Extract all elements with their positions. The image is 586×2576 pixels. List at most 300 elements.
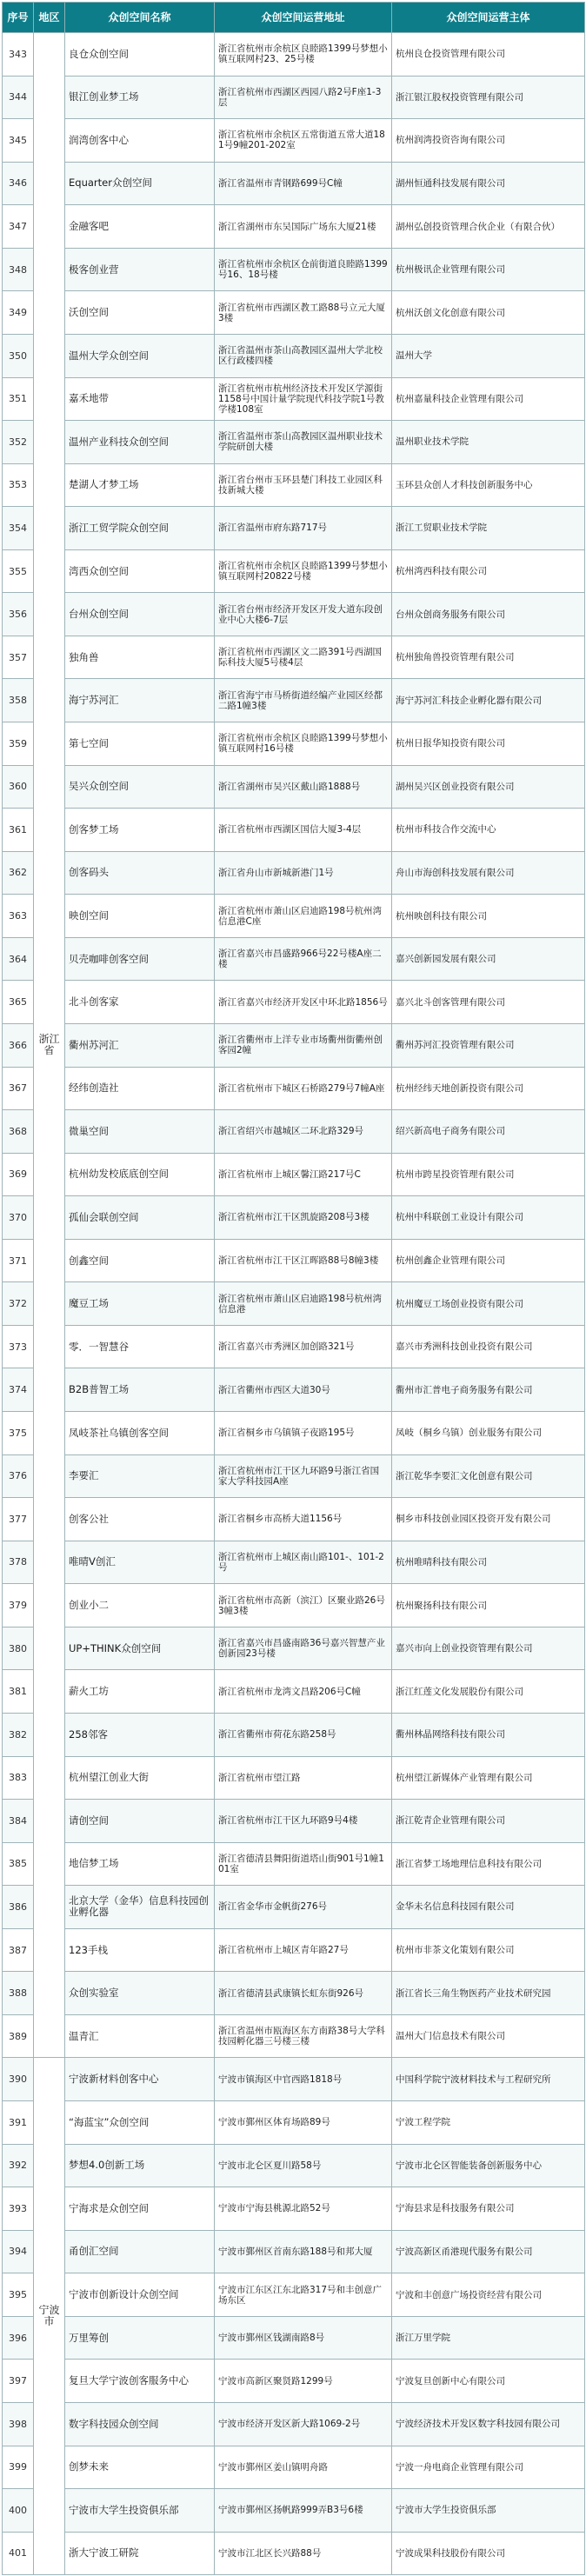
table-row bbox=[3, 1110, 585, 1154]
row-number: 361 bbox=[3, 809, 34, 852]
space-address: 浙江省温州市青钢路699号C幢 bbox=[215, 162, 392, 205]
table-row bbox=[3, 2144, 585, 2187]
operator-org: 浙江省长三角生物医药产业技术研究园 bbox=[392, 1972, 585, 2015]
space-address: 浙江省金华市金帆街276号 bbox=[215, 1886, 392, 1929]
table-row bbox=[3, 1584, 585, 1627]
row-number: 388 bbox=[3, 1972, 34, 2015]
table-row bbox=[3, 1800, 585, 1843]
space-name: 湾西众创空间 bbox=[65, 549, 215, 593]
table-row bbox=[3, 851, 585, 895]
space-address: 宁波市北仑区夏川路58号 bbox=[215, 2144, 392, 2187]
header-region: 地区 bbox=[34, 3, 65, 33]
operator-org: 湖州吴兴区创业投资有限公司 bbox=[392, 765, 585, 809]
table-row bbox=[3, 2273, 585, 2317]
operator-org: 杭州市跨星投资管理有限公司 bbox=[392, 1153, 585, 1196]
operator-org: 杭州望江新媒体产业管理有限公司 bbox=[392, 1756, 585, 1800]
operator-org: 玉环县众创人才科技创新服务中心 bbox=[392, 463, 585, 507]
header-address: 众创空间运营地址 bbox=[215, 3, 392, 33]
row-number: 381 bbox=[3, 1670, 34, 1714]
table-row bbox=[3, 636, 585, 679]
table-row bbox=[3, 593, 585, 636]
space-address: 浙江省嘉兴市昌盛南路36号嘉兴智慧产业创新园23号楼 bbox=[215, 1627, 392, 1670]
table-row bbox=[3, 1454, 585, 1498]
space-address: 浙江省衢州市荷花东路258号 bbox=[215, 1713, 392, 1756]
space-name: 零．一智慧谷 bbox=[65, 1325, 215, 1368]
table-row bbox=[3, 2230, 585, 2273]
row-number: 382 bbox=[3, 1713, 34, 1756]
space-name: 良仓众创空间 bbox=[65, 33, 215, 77]
row-number: 390 bbox=[3, 2058, 34, 2101]
table-row bbox=[3, 1928, 585, 1972]
table-row bbox=[3, 1886, 585, 1929]
table-row bbox=[3, 765, 585, 809]
operator-org: 宁波一舟电商企业管理有限公司 bbox=[392, 2446, 585, 2489]
space-address: 宁波市鄞州区姜山镇明舟路 bbox=[215, 2446, 392, 2489]
space-address: 浙江省杭州市余杭区良睦路1399号梦想小镇互联网村16号楼 bbox=[215, 722, 392, 766]
space-name: 地信梦工场 bbox=[65, 1842, 215, 1886]
space-name: 123手栈 bbox=[65, 1928, 215, 1972]
row-number: 394 bbox=[3, 2230, 34, 2273]
operator-org: 宁波市北仑区智能装备创新服务中心 bbox=[392, 2144, 585, 2187]
table-row bbox=[3, 2446, 585, 2489]
table-row bbox=[3, 463, 585, 507]
table-row bbox=[3, 76, 585, 119]
row-number: 351 bbox=[3, 377, 34, 421]
space-name: 衢州苏河汇 bbox=[65, 1023, 215, 1067]
table-row bbox=[3, 119, 585, 163]
space-address: 浙江省温州市茶山高教园区温州大学北校区行政楼四楼 bbox=[215, 334, 392, 377]
space-address: 浙江省杭州市余杭区良睦路1399号梦想小镇互联网村23、25号楼 bbox=[215, 33, 392, 77]
space-address: 浙江省杭州市龙湾文昌路206号C幢 bbox=[215, 1670, 392, 1714]
operator-org: 湖州恒通科技发展有限公司 bbox=[392, 162, 585, 205]
operator-org: 杭州湾西科技有限公司 bbox=[392, 549, 585, 593]
space-address: 宁波市鄞州区钱湖南路8号 bbox=[215, 2316, 392, 2360]
row-number: 343 bbox=[3, 33, 34, 77]
space-name: 银江创业梦工场 bbox=[65, 76, 215, 119]
space-address: 浙江省杭州市余杭区五常街道五常大道181号9幢201-202室 bbox=[215, 119, 392, 163]
row-number: 386 bbox=[3, 1886, 34, 1929]
space-name: 金融客吧 bbox=[65, 205, 215, 249]
space-name: 数字科技园众创空间 bbox=[65, 2402, 215, 2446]
space-address: 浙江省杭州市上城区青年路27号 bbox=[215, 1928, 392, 1972]
space-name: 创业小二 bbox=[65, 1584, 215, 1627]
row-number: 373 bbox=[3, 1325, 34, 1368]
row-number: 370 bbox=[3, 1196, 34, 1240]
row-number: 396 bbox=[3, 2316, 34, 2360]
operator-org: 浙江银江股权投资管理有限公司 bbox=[392, 76, 585, 119]
space-address: 浙江省杭州市江干区九环路9号4楼 bbox=[215, 1800, 392, 1843]
space-address: 宁波市江北区长兴路88号 bbox=[215, 2532, 392, 2575]
operator-org: 杭州沃创文化创意有限公司 bbox=[392, 291, 585, 335]
space-address: 宁波市江东区江东北路317号和丰创意广场东区 bbox=[215, 2273, 392, 2317]
row-number: 350 bbox=[3, 334, 34, 377]
table-row bbox=[3, 1368, 585, 1412]
space-name: 吴兴众创空间 bbox=[65, 765, 215, 809]
space-name: 凤岐茶社乌镇创客空间 bbox=[65, 1412, 215, 1455]
space-name: 宁波新材料创客中心 bbox=[65, 2058, 215, 2101]
space-address: 浙江省杭州市上城区南山路101-、101-2号 bbox=[215, 1541, 392, 1584]
table-row bbox=[3, 895, 585, 938]
row-number: 345 bbox=[3, 119, 34, 163]
space-name: 台州众创空间 bbox=[65, 593, 215, 636]
operator-org: 宁波复旦创新中心有限公司 bbox=[392, 2360, 585, 2403]
row-number: 354 bbox=[3, 507, 34, 550]
table-row bbox=[3, 1067, 585, 1110]
space-address: 宁波市镇海区中官西路1818号 bbox=[215, 2058, 392, 2101]
space-name: 魔豆工场 bbox=[65, 1282, 215, 1326]
operator-org: 嘉兴创新园发展有限公司 bbox=[392, 937, 585, 981]
space-address: 宁波市宁海县桃源北路52号 bbox=[215, 2187, 392, 2231]
row-number: 379 bbox=[3, 1584, 34, 1627]
space-address: 浙江省杭州市余杭区良睦路1399号梦想小镇互联网村20822号楼 bbox=[215, 549, 392, 593]
operator-org: 宁海县求是科技服务有限公司 bbox=[392, 2187, 585, 2231]
row-number: 366 bbox=[3, 1023, 34, 1067]
space-address: 浙江省杭州市上城区馨江路217号C bbox=[215, 1153, 392, 1196]
space-name: 温州大学众创空间 bbox=[65, 334, 215, 377]
space-name: 极客创业营 bbox=[65, 248, 215, 291]
space-name: 楚湖人才梦工场 bbox=[65, 463, 215, 507]
space-name: 众创实验室 bbox=[65, 1972, 215, 2015]
space-name: 宁海求是众创空间 bbox=[65, 2187, 215, 2231]
row-number: 397 bbox=[3, 2360, 34, 2403]
space-address: 浙江省杭州市下城区石桥路279号7幢A座 bbox=[215, 1067, 392, 1110]
space-name: 复旦大学宁波创客服务中心 bbox=[65, 2360, 215, 2403]
row-number: 400 bbox=[3, 2489, 34, 2533]
operator-org: 衢州苏河汇投资管理有限公司 bbox=[392, 1023, 585, 1067]
table-row bbox=[3, 1713, 585, 1756]
space-name: 经纬创造社 bbox=[65, 1067, 215, 1110]
table-row bbox=[3, 2489, 585, 2533]
operator-org: 浙江红莲文化发展股份有限公司 bbox=[392, 1670, 585, 1714]
space-name: 创客码头 bbox=[65, 851, 215, 895]
space-name: 薪火工坊 bbox=[65, 1670, 215, 1714]
table-row bbox=[3, 722, 585, 766]
space-address: 浙江省杭州市江干区九环路9号浙江省国家大学科技园A座 bbox=[215, 1454, 392, 1498]
row-number: 401 bbox=[3, 2532, 34, 2575]
space-name: 嘉禾地带 bbox=[65, 377, 215, 421]
row-number: 352 bbox=[3, 421, 34, 464]
table-row bbox=[3, 248, 585, 291]
space-name: 杭州望江创业大街 bbox=[65, 1756, 215, 1800]
row-number: 347 bbox=[3, 205, 34, 249]
row-number: 374 bbox=[3, 1368, 34, 1412]
space-address: 宁波市鄞州区扬帆路999弄B3号6楼 bbox=[215, 2489, 392, 2533]
operator-org: 宁波和丰创意广场投资经营有限公司 bbox=[392, 2273, 585, 2317]
table-row bbox=[3, 1756, 585, 1800]
row-number: 384 bbox=[3, 1800, 34, 1843]
table-row bbox=[3, 421, 585, 464]
space-name: 北京大学（金华）信息科技园创业孵化器 bbox=[65, 1886, 215, 1929]
table-row bbox=[3, 1627, 585, 1670]
space-address: 浙江省台州市玉环县楚门科技工业园区科技新城大楼 bbox=[215, 463, 392, 507]
space-address: 浙江省衢州市西区大道30号 bbox=[215, 1368, 392, 1412]
operator-org: 衢州林晶网络科技有限公司 bbox=[392, 1713, 585, 1756]
row-number: 364 bbox=[3, 937, 34, 981]
table-row bbox=[3, 507, 585, 550]
row-number: 389 bbox=[3, 2014, 34, 2058]
space-address: 浙江省衢州市上洋专业市场衢州街衢州创客园2幢 bbox=[215, 1023, 392, 1067]
table-row bbox=[3, 1153, 585, 1196]
space-address: 浙江省杭州市西湖区文二路391号西湖国际科技大厦5号楼4层 bbox=[215, 636, 392, 679]
operator-org: 金华未名信息科技园有限公司 bbox=[392, 1886, 585, 1929]
space-name: 海宁苏河汇 bbox=[65, 679, 215, 722]
row-number: 349 bbox=[3, 291, 34, 335]
space-address: 浙江省杭州市高新（滨江）区聚业路26号3幢3楼 bbox=[215, 1584, 392, 1627]
row-number: 346 bbox=[3, 162, 34, 205]
operator-org: 浙江省梦工场地理信息科技有限公司 bbox=[392, 1842, 585, 1886]
operator-org: 杭州聚扬科技有限公司 bbox=[392, 1584, 585, 1627]
table-row bbox=[3, 377, 585, 421]
table-row bbox=[3, 1972, 585, 2015]
space-address: 宁波市鄞州区体育场路89号 bbox=[215, 2101, 392, 2145]
table-row bbox=[3, 2402, 585, 2446]
space-address: 浙江省杭州市西湖区国信大厦3-4层 bbox=[215, 809, 392, 852]
table-row bbox=[3, 334, 585, 377]
space-name: B2B普智工场 bbox=[65, 1368, 215, 1412]
row-number: 385 bbox=[3, 1842, 34, 1886]
space-name: 请创空间 bbox=[65, 1800, 215, 1843]
operator-org: 杭州魔豆工场创业投资有限公司 bbox=[392, 1282, 585, 1326]
operator-org: 浙江乾华李要汇文化创意有限公司 bbox=[392, 1454, 585, 1498]
space-name: 温州产业科技众创空间 bbox=[65, 421, 215, 464]
space-address: 浙江省温州市瓯海区东方南路38号大学科技园孵化器三号楼三楼 bbox=[215, 2014, 392, 2058]
row-number: 369 bbox=[3, 1153, 34, 1196]
space-address: 浙江省嘉兴市秀洲区加创路321号 bbox=[215, 1325, 392, 1368]
row-number: 358 bbox=[3, 679, 34, 722]
operator-org: 嘉兴北斗创客管理有限公司 bbox=[392, 981, 585, 1024]
space-address: 浙江省台州市经济开发区开发大道东段创业中心大楼6-7层 bbox=[215, 593, 392, 636]
operator-org: 台州众创商务服务有限公司 bbox=[392, 593, 585, 636]
maker-space-table bbox=[2, 2, 585, 2575]
space-name: 北斗创客家 bbox=[65, 981, 215, 1024]
space-address: 浙江省嘉兴市昌盛路966号22号楼A座二楼 bbox=[215, 937, 392, 981]
row-number: 371 bbox=[3, 1239, 34, 1282]
space-address: 浙江省杭州市西湖区教工路88号立元大厦3楼 bbox=[215, 291, 392, 335]
space-address: 浙江省湖州市吴兴区戴山路1888号 bbox=[215, 765, 392, 809]
table-header-row bbox=[3, 3, 585, 33]
space-name: 独角兽 bbox=[65, 636, 215, 679]
row-number: 387 bbox=[3, 1928, 34, 1972]
row-number: 395 bbox=[3, 2273, 34, 2317]
space-address: 浙江省温州市茶山高教园区温州职业技术学院研创大楼 bbox=[215, 421, 392, 464]
space-name: 孤仙会联创空间 bbox=[65, 1196, 215, 1240]
row-number: 359 bbox=[3, 722, 34, 766]
space-name: 宁波市大学生投资俱乐部 bbox=[65, 2489, 215, 2533]
row-number: 383 bbox=[3, 1756, 34, 1800]
space-name: 万里筹创 bbox=[65, 2316, 215, 2360]
space-name: 创客梦工场 bbox=[65, 809, 215, 852]
space-address: 浙江省杭州市余杭区仓前街道良睦路1399号16、18号楼 bbox=[215, 248, 392, 291]
space-address: 浙江省杭州市杭州经济技术开发区学源街1158号中国计量学院现代科技学院1号教学楼108室 bbox=[215, 377, 392, 421]
operator-org: 杭州市非茶文化策划有限公司 bbox=[392, 1928, 585, 1972]
operator-org: 浙江万里学院 bbox=[392, 2316, 585, 2360]
row-number: 391 bbox=[3, 2101, 34, 2145]
row-number: 393 bbox=[3, 2187, 34, 2231]
space-address: 浙江省杭州市江干区江晖路88号8幢3楼 bbox=[215, 1239, 392, 1282]
space-address: 宁波市鄞州区首南东路188号和邦大厦 bbox=[215, 2230, 392, 2273]
operator-org: 杭州良仓投资管理有限公司 bbox=[392, 33, 585, 77]
operator-org: 浙江乾青企业管理有限公司 bbox=[392, 1800, 585, 1843]
space-address: 浙江省桐乡市乌镇镇子夜路195号 bbox=[215, 1412, 392, 1455]
row-number: 377 bbox=[3, 1498, 34, 1541]
operator-org: 杭州经纬天地创新投资有限公司 bbox=[392, 1067, 585, 1110]
operator-org: 宁波成果科技股份有限公司 bbox=[392, 2532, 585, 2575]
operator-org: 杭州日报华知投资有限公司 bbox=[392, 722, 585, 766]
space-address: 浙江省湖州市东吴国际广场东大厦21楼 bbox=[215, 205, 392, 249]
row-number: 367 bbox=[3, 1067, 34, 1110]
row-number: 355 bbox=[3, 549, 34, 593]
table-body bbox=[3, 33, 585, 2575]
space-name: 唯晴V创汇 bbox=[65, 1541, 215, 1584]
space-address: 浙江省杭州市望江路 bbox=[215, 1756, 392, 1800]
table-row bbox=[3, 1239, 585, 1282]
space-address: 浙江省杭州市西湖区西园八路2号F座1-3层 bbox=[215, 76, 392, 119]
space-name: 杭州幼发校底底创空间 bbox=[65, 1153, 215, 1196]
space-name: 沃创空间 bbox=[65, 291, 215, 335]
space-name: 宁波市创新设计众创空间 bbox=[65, 2273, 215, 2317]
table-row bbox=[3, 291, 585, 335]
table-row bbox=[3, 679, 585, 722]
space-name: 润湾创客中心 bbox=[65, 119, 215, 163]
operator-org: 衢州市汇普电子商务服务有限公司 bbox=[392, 1368, 585, 1412]
operator-org: 中国科学院宁波材料技术与工程研究所 bbox=[392, 2058, 585, 2101]
operator-org: 湖州弘创投资管理合伙企业（有限合伙） bbox=[392, 205, 585, 249]
row-number: 365 bbox=[3, 981, 34, 1024]
table-row bbox=[3, 549, 585, 593]
table-row bbox=[3, 1023, 585, 1067]
operator-org: 宁波经济技术开发区数字科技园有限公司 bbox=[392, 2402, 585, 2446]
table-row bbox=[3, 1282, 585, 1326]
space-address: 浙江省杭州市萧山区启迪路198号杭州湾信息港C座 bbox=[215, 895, 392, 938]
space-address: 浙江省德清县武康镇长虹东街926号 bbox=[215, 1972, 392, 2015]
table-row bbox=[3, 2532, 585, 2575]
table-row bbox=[3, 2360, 585, 2403]
space-name: 第七空间 bbox=[65, 722, 215, 766]
space-address: 浙江省杭州市江干区凯旋路208号3楼 bbox=[215, 1196, 392, 1240]
row-number: 368 bbox=[3, 1110, 34, 1154]
operator-org: 绍兴新高电子商务有限公司 bbox=[392, 1110, 585, 1154]
operator-org: 杭州极讯企业管理有限公司 bbox=[392, 248, 585, 291]
table-row bbox=[3, 2187, 585, 2231]
space-name: 甬创汇空间 bbox=[65, 2230, 215, 2273]
operator-org: 温州职业技术学院 bbox=[392, 421, 585, 464]
operator-org: 海宁苏河汇科技企业孵化器有限公司 bbox=[392, 679, 585, 722]
space-address: 浙江省海宁市马桥街道经编产业园区经都二路1幢3楼 bbox=[215, 679, 392, 722]
header-name: 众创空间名称 bbox=[65, 3, 215, 33]
row-number: 357 bbox=[3, 636, 34, 679]
operator-org: 杭州中科联创工业设计有限公司 bbox=[392, 1196, 585, 1240]
table-row bbox=[3, 809, 585, 852]
row-number: 398 bbox=[3, 2402, 34, 2446]
table-row bbox=[3, 1412, 585, 1455]
operator-org: 浙江工贸职业技术学院 bbox=[392, 507, 585, 550]
table-row bbox=[3, 1196, 585, 1240]
table-row bbox=[3, 1325, 585, 1368]
operator-org: 杭州独角兽投资管理有限公司 bbox=[392, 636, 585, 679]
table-row bbox=[3, 1842, 585, 1886]
space-name: 李要汇 bbox=[65, 1454, 215, 1498]
header-no: 序号 bbox=[3, 3, 34, 33]
operator-org: 凤岐（桐乡乌镇）创业服务有限公司 bbox=[392, 1412, 585, 1455]
row-number: 376 bbox=[3, 1454, 34, 1498]
table-row bbox=[3, 2316, 585, 2360]
space-name: “海蓝宝”众创空间 bbox=[65, 2101, 215, 2145]
table-row bbox=[3, 2101, 585, 2145]
header-org: 众创空间运营主体 bbox=[392, 3, 585, 33]
operator-org: 宁波高新区甬港现代服务有限公司 bbox=[392, 2230, 585, 2273]
table-row bbox=[3, 2014, 585, 2058]
operator-org: 宁波工程学院 bbox=[392, 2101, 585, 2145]
row-number: 344 bbox=[3, 76, 34, 119]
row-number: 378 bbox=[3, 1541, 34, 1584]
table-row bbox=[3, 981, 585, 1024]
row-number: 363 bbox=[3, 895, 34, 938]
row-number: 372 bbox=[3, 1282, 34, 1326]
operator-org: 温州大门信息技术有限公司 bbox=[392, 2014, 585, 2058]
row-number: 360 bbox=[3, 765, 34, 809]
space-name: Equarter众创空间 bbox=[65, 162, 215, 205]
table-row bbox=[3, 937, 585, 981]
row-number: 353 bbox=[3, 463, 34, 507]
operator-org: 杭州润湾投资咨询有限公司 bbox=[392, 119, 585, 163]
space-name: 映创空间 bbox=[65, 895, 215, 938]
space-name: 创客公社 bbox=[65, 1498, 215, 1541]
operator-org: 杭州嘉量科技企业管理有限公司 bbox=[392, 377, 585, 421]
space-name: 浙大宁波工研院 bbox=[65, 2532, 215, 2575]
region-cell: 宁波市 bbox=[34, 2058, 65, 2575]
space-name: 微巢空间 bbox=[65, 1110, 215, 1154]
space-name: 创鑫空间 bbox=[65, 1239, 215, 1282]
operator-org: 舟山市海创科技发展有限公司 bbox=[392, 851, 585, 895]
row-number: 348 bbox=[3, 248, 34, 291]
table-row bbox=[3, 1541, 585, 1584]
table-row bbox=[3, 1498, 585, 1541]
table-row bbox=[3, 205, 585, 249]
space-address: 浙江省绍兴市越城区二环北路329号 bbox=[215, 1110, 392, 1154]
operator-org: 嘉兴市秀洲科技创业投资有限公司 bbox=[392, 1325, 585, 1368]
space-address: 浙江省温州市府东路717号 bbox=[215, 507, 392, 550]
operator-org: 宁波市大学生投资俱乐部 bbox=[392, 2489, 585, 2533]
space-address: 宁波市高新区聚贤路1299号 bbox=[215, 2360, 392, 2403]
operator-org: 桐乡市科技创业园区投资开发有限公司 bbox=[392, 1498, 585, 1541]
space-address: 浙江省杭州市萧山区启迪路198号杭州湾信息港 bbox=[215, 1282, 392, 1326]
space-address: 浙江省桐乡市高桥大道1156号 bbox=[215, 1498, 392, 1541]
operator-org: 杭州唯晴科技有限公司 bbox=[392, 1541, 585, 1584]
table-row bbox=[3, 2058, 585, 2101]
operator-org: 温州大学 bbox=[392, 334, 585, 377]
table-row bbox=[3, 1670, 585, 1714]
row-number: 392 bbox=[3, 2144, 34, 2187]
row-number: 356 bbox=[3, 593, 34, 636]
operator-org: 杭州映创科技有限公司 bbox=[392, 895, 585, 938]
operator-org: 杭州市科技合作交流中心 bbox=[392, 809, 585, 852]
space-address: 宁波市经济开发区新大路1069-2号 bbox=[215, 2402, 392, 2446]
row-number: 399 bbox=[3, 2446, 34, 2489]
space-name: 创梦未来 bbox=[65, 2446, 215, 2489]
space-name: UP+THINK众创空间 bbox=[65, 1627, 215, 1670]
operator-org: 杭州创鑫企业管理有限公司 bbox=[392, 1239, 585, 1282]
space-name: 贝壳咖啡创客空间 bbox=[65, 937, 215, 981]
space-name: 258邻客 bbox=[65, 1713, 215, 1756]
space-name: 梦想4.0创新工场 bbox=[65, 2144, 215, 2187]
space-address: 浙江省嘉兴市经济开发区中环北路1856号 bbox=[215, 981, 392, 1024]
space-name: 温青汇 bbox=[65, 2014, 215, 2058]
operator-org: 嘉兴市向上创业投资管理有限公司 bbox=[392, 1627, 585, 1670]
table-row bbox=[3, 162, 585, 205]
row-number: 375 bbox=[3, 1412, 34, 1455]
table-row bbox=[3, 33, 585, 77]
row-number: 380 bbox=[3, 1627, 34, 1670]
